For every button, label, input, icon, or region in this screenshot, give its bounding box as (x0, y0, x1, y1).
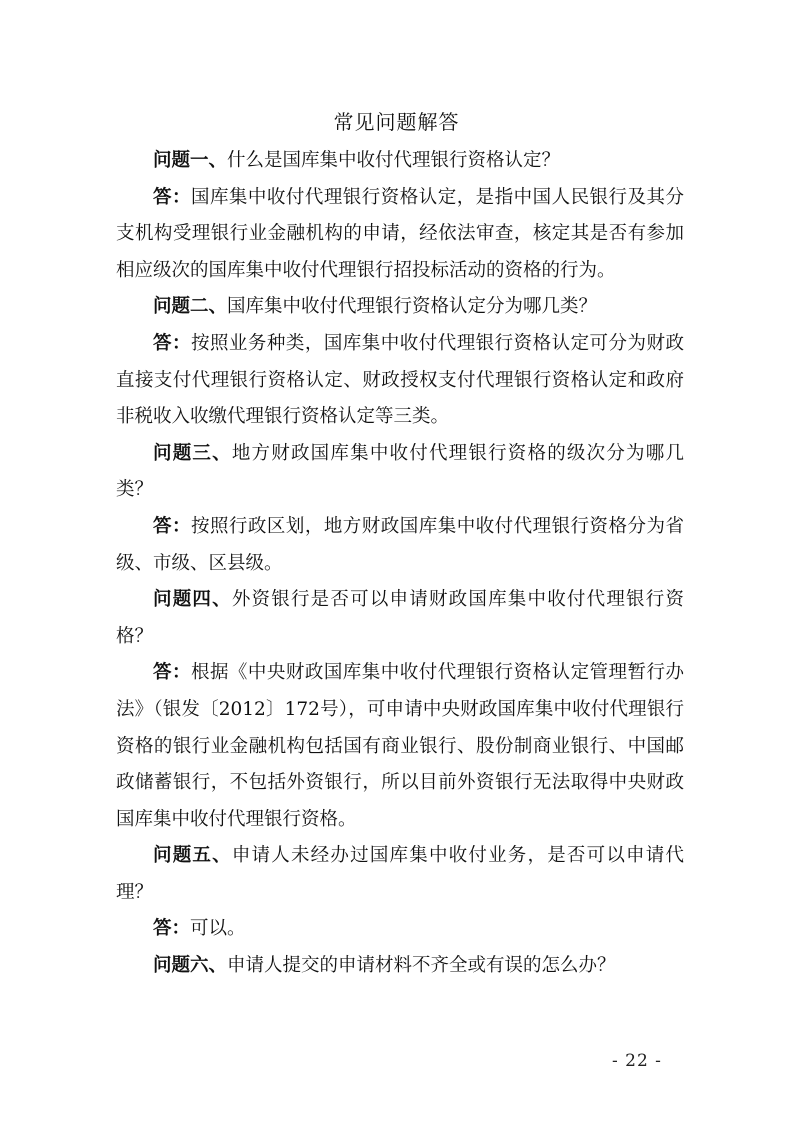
answer-text: 可以。 (190, 918, 246, 940)
answer-text: 按照业务种类，国库集中收付代理银行资格认定可分为财政直接支付代理银行资格认定、财政授权支付代理银行资格认定和政府非税收入收缴代理银行资格认定等三类。 (116, 332, 684, 428)
qa-body (116, 143, 684, 985)
answer-2 (116, 326, 684, 436)
answer-text: 根据《中央财政国库集中收付代理银行资格认定管理暂行办法》（银发〔2012〕172号），可申请中央财政国库集中收付代理银行资格的银行业金融机构包括国有商业银行、股份制商业银行、中国邮政储蓄银行，不包括外资银行，所以目前外资银行无法取得中央财政国库集中收付代理银行资格。 (116, 662, 684, 830)
answer-text: 按照行政区划，地方财政国库集中收付代理银行资格分为省级、市级、区县级。 (116, 515, 684, 574)
answer-4 (116, 655, 684, 838)
question-label: 问题一、 (153, 150, 228, 171)
question-2 (116, 289, 684, 326)
answer-3 (116, 509, 684, 582)
page-number: - 22 - (612, 1051, 662, 1071)
question-text: 外资银行是否可以申请财政国库集中收付代理银行资格？ (116, 589, 684, 647)
answer-label: 答： (153, 918, 191, 940)
answer-label: 答： (153, 662, 191, 684)
question-1 (116, 143, 684, 180)
question-label: 问题六、 (153, 955, 228, 977)
answer-1 (116, 180, 684, 290)
question-text: 申请人提交的申请材料不齐全或有误的怎么办？ (227, 955, 616, 977)
question-label: 问题三、 (153, 442, 232, 464)
question-6 (116, 948, 684, 985)
answer-label: 答： (153, 332, 191, 354)
answer-label: 答： (153, 515, 191, 537)
question-label: 问题四、 (153, 589, 232, 611)
question-label: 问题二、 (153, 296, 228, 318)
answer-5 (116, 911, 684, 948)
question-3 (116, 436, 684, 509)
answer-text: 国库集中收付代理银行资格认定，是指中国人民银行及其分支机构受理银行业金融机构的申请，经依法审查，核定其是否有参加相应级次的国库集中收付代理银行招投标活动的资格的行为。 (116, 186, 684, 281)
question-text: 申请人未经办过国库集中收付业务，是否可以申请代理？ (116, 845, 684, 903)
question-text: 地方财政国库集中收付代理银行资格的级次分为哪几类？ (116, 442, 684, 501)
answer-label: 答： (153, 186, 191, 208)
question-text: 国库集中收付代理银行资格认定分为哪几类？ (227, 296, 598, 318)
page-title: 常见问题解答 (333, 110, 460, 134)
question-label: 问题五、 (153, 845, 232, 867)
question-text: 什么是国库集中收付代理银行资格认定？ (227, 150, 561, 171)
question-4 (116, 582, 684, 655)
question-5 (116, 838, 684, 911)
